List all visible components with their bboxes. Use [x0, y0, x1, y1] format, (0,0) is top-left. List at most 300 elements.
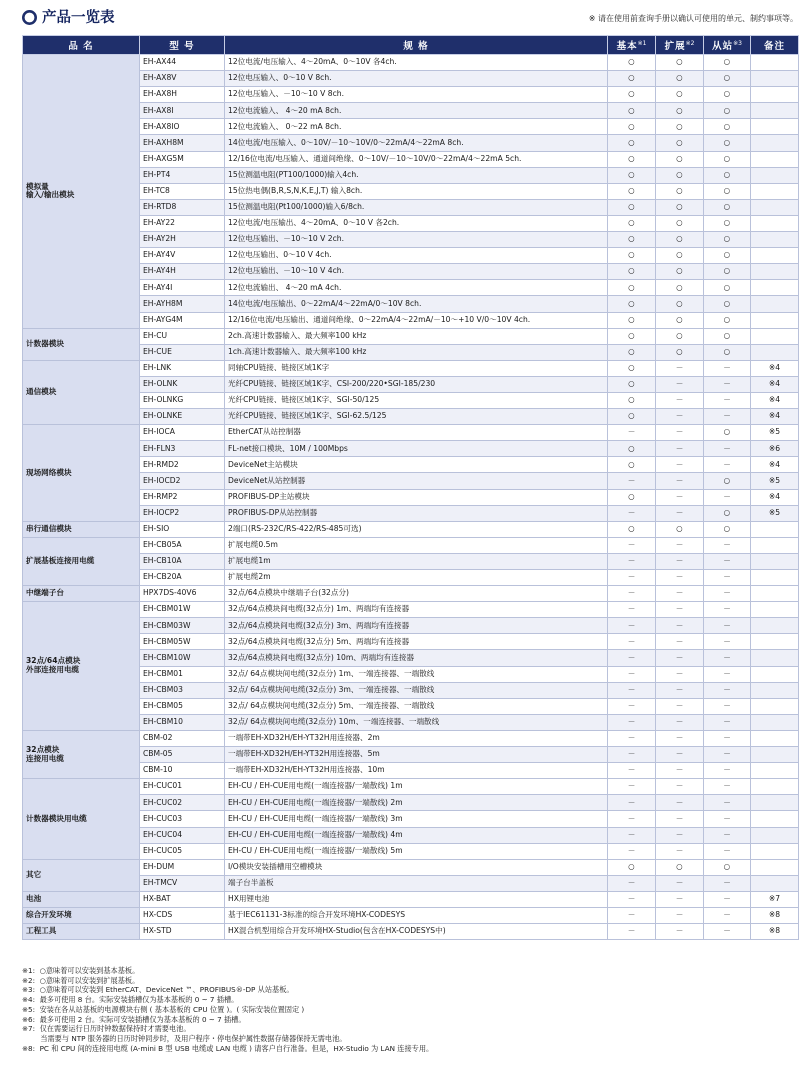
remark-cell — [751, 167, 799, 183]
product-table — [22, 35, 799, 940]
spec-cell: 12位电流/电压输出、4～20mA、0～10 V 各2ch. — [225, 215, 608, 231]
table-row — [23, 232, 799, 248]
extension-mark-cell: － — [656, 891, 704, 907]
model-cell: EH-AY4V — [140, 248, 225, 264]
footnote-line: 当需要与 NTP 服务器的日历时钟同步时，及用户程序・停电保护属性数据存储器保持无需电池。 — [22, 1033, 347, 1043]
spec-cell: 32点/64点模块间电缆(32点分) 3m、两端均有连接器 — [225, 618, 608, 634]
basic-mark-cell: － — [608, 891, 656, 907]
remark-cell — [751, 521, 799, 537]
model-cell: EH-CBM10W — [140, 650, 225, 666]
table-row — [23, 376, 799, 392]
model-cell: EH-PT4 — [140, 167, 225, 183]
remark-cell: ※4 — [751, 360, 799, 376]
remark-cell — [751, 763, 799, 779]
remark-cell: ※5 — [751, 473, 799, 489]
footnote-line: ※3: ○意味着可以安装到 EtherCAT、DeviceNet ™、PROFIBUS®-DP 从站基板。 — [22, 985, 294, 995]
remark-cell — [751, 183, 799, 199]
slave-mark-cell: － — [704, 666, 751, 682]
spec-cell: 32点/ 64点模块间电缆(32点分) 10m、一端连接器、一端散线 — [225, 714, 608, 730]
remark-cell — [751, 602, 799, 618]
extension-mark-cell: － — [656, 779, 704, 795]
slave-mark-cell: ○ — [704, 312, 751, 328]
slave-mark-cell: － — [704, 891, 751, 907]
spec-cell: EH-CU / EH-CUE用电缆(一端连接器/一端散线) 2m — [225, 795, 608, 811]
model-cell: EH-OLNKE — [140, 409, 225, 425]
model-cell: EH-AYG4M — [140, 312, 225, 328]
model-cell: EH-AY4H — [140, 264, 225, 280]
spec-cell: 2ch.高速计数器输入、最大频率100 kHz — [225, 328, 608, 344]
basic-mark-cell: ○ — [608, 248, 656, 264]
remark-cell — [751, 215, 799, 231]
extension-mark-cell: ○ — [656, 119, 704, 135]
remark-cell — [751, 199, 799, 215]
remark-cell — [751, 264, 799, 280]
extension-mark-cell: － — [656, 441, 704, 457]
page-title: 产品一览表 — [42, 10, 115, 26]
basic-mark-cell: － — [608, 924, 656, 940]
model-cell: EH-CUC03 — [140, 811, 225, 827]
category-cell: 扩展基板连接用电缆 — [23, 537, 140, 585]
slave-mark-cell: － — [704, 570, 751, 586]
model-cell: EH-CBM05W — [140, 634, 225, 650]
remark-cell: ※4 — [751, 376, 799, 392]
category-cell: 模拟量 输入/输出模块 — [23, 55, 140, 329]
model-cell: EH-AY2H — [140, 232, 225, 248]
table-row — [23, 296, 799, 312]
slave-mark-cell: － — [704, 730, 751, 746]
remark-cell — [751, 682, 799, 698]
table-row — [23, 811, 799, 827]
spec-cell: 32点/64点模块中继端子台(32点分) — [225, 586, 608, 602]
extension-mark-cell: ○ — [656, 264, 704, 280]
basic-mark-cell: － — [608, 602, 656, 618]
extension-mark-cell: ○ — [656, 232, 704, 248]
table-row — [23, 392, 799, 408]
extension-mark-cell: － — [656, 586, 704, 602]
table-row — [23, 618, 799, 634]
slave-mark-cell: － — [704, 392, 751, 408]
category-cell: 工程工具 — [23, 924, 140, 940]
table-row — [23, 891, 799, 907]
slave-mark-cell: － — [704, 682, 751, 698]
spec-cell: 32点/ 64点模块间电缆(32点分) 3m、一端连接器、一端散线 — [225, 682, 608, 698]
spec-cell: 12位电压输入、－10～10 V 8ch. — [225, 87, 608, 103]
remark-cell — [751, 843, 799, 859]
model-cell: EH-AY4I — [140, 280, 225, 296]
spec-cell: 12/16位电流/电压输出、通道间绝缘、0～22mA/4～22mA/－10～+10 V/0～10V 4ch. — [225, 312, 608, 328]
basic-mark-cell: ○ — [608, 119, 656, 135]
basic-mark-cell: － — [608, 875, 656, 891]
extension-mark-cell: － — [656, 811, 704, 827]
table-row — [23, 344, 799, 360]
extension-mark-cell: － — [656, 698, 704, 714]
basic-mark-cell: ○ — [608, 183, 656, 199]
slave-mark-cell: － — [704, 553, 751, 569]
header-model: 型 号 — [140, 36, 225, 55]
model-cell: EH-TMCV — [140, 875, 225, 891]
slave-mark-cell: － — [704, 537, 751, 553]
remark-cell: ※4 — [751, 489, 799, 505]
table-row — [23, 409, 799, 425]
table-row — [23, 795, 799, 811]
slave-mark-cell: － — [704, 586, 751, 602]
header-basic: 基本$^{※1}$ — [608, 36, 656, 55]
slave-mark-cell: － — [704, 360, 751, 376]
basic-mark-cell: － — [608, 907, 656, 923]
model-cell: HX-CDS — [140, 907, 225, 923]
spec-cell: 光纤CPU链接、链接区域1K字、SGI-62.5/125 — [225, 409, 608, 425]
basic-mark-cell: － — [608, 586, 656, 602]
table-row — [23, 537, 799, 553]
slave-mark-cell: ○ — [704, 344, 751, 360]
model-cell: EH-LNK — [140, 360, 225, 376]
spec-cell: 12位电压输出、－10～10 V 4ch. — [225, 264, 608, 280]
slave-mark-cell: － — [704, 875, 751, 891]
table-row — [23, 151, 799, 167]
remark-cell — [751, 135, 799, 151]
spec-cell: PROFIBUS-DP主站模块 — [225, 489, 608, 505]
basic-mark-cell: － — [608, 827, 656, 843]
basic-mark-cell: ○ — [608, 55, 656, 71]
category-cell: 现场网络模块 — [23, 425, 140, 522]
spec-cell: 一端带EH-XD32H/EH-YT32H用连接器、2m — [225, 730, 608, 746]
table-row — [23, 827, 799, 843]
slave-mark-cell: － — [704, 441, 751, 457]
basic-mark-cell: ○ — [608, 376, 656, 392]
slave-mark-cell: － — [704, 811, 751, 827]
basic-mark-cell: ○ — [608, 328, 656, 344]
extension-mark-cell: ○ — [656, 151, 704, 167]
table-row — [23, 457, 799, 473]
footnote-line: ※5: 安装在各从站基板的电源模块右侧 ( 基本基板的 CPU 位置 )。( 实际安装位置固定 ) — [22, 1004, 305, 1014]
extension-mark-cell: － — [656, 457, 704, 473]
extension-mark-cell: － — [656, 602, 704, 618]
extension-mark-cell: － — [656, 924, 704, 940]
model-cell: EH-CBM10 — [140, 714, 225, 730]
table-row — [23, 489, 799, 505]
model-cell: EH-RMD2 — [140, 457, 225, 473]
table-row — [23, 135, 799, 151]
spec-cell: HX混合机型用综合开发环境HX-Studio(包含在HX-CODESYS中) — [225, 924, 608, 940]
spec-cell: 12位电压输入、0～10 V 8ch. — [225, 71, 608, 87]
spec-cell: 扩展电缆1m — [225, 553, 608, 569]
extension-mark-cell: － — [656, 360, 704, 376]
usage-note: ※ 请在使用前查询手册以确认可使用的单元、制约事项等。 — [588, 14, 798, 23]
remark-cell: ※8 — [751, 907, 799, 923]
basic-mark-cell: ○ — [608, 151, 656, 167]
extension-mark-cell: ○ — [656, 296, 704, 312]
table-row — [23, 264, 799, 280]
slave-mark-cell: － — [704, 907, 751, 923]
extension-mark-cell: ○ — [656, 183, 704, 199]
spec-cell: EH-CU / EH-CUE用电缆(一端连接器/一端散线) 5m — [225, 843, 608, 859]
table-row — [23, 634, 799, 650]
slave-mark-cell: ○ — [704, 425, 751, 441]
model-cell: EH-CBM03 — [140, 682, 225, 698]
remark-cell — [751, 328, 799, 344]
model-cell: EH-CBM01 — [140, 666, 225, 682]
remark-cell — [751, 87, 799, 103]
slave-mark-cell: ○ — [704, 103, 751, 119]
remark-cell: ※5 — [751, 425, 799, 441]
table-row — [23, 924, 799, 940]
spec-cell: EH-CU / EH-CUE用电缆(一端连接器/一端散线) 1m — [225, 779, 608, 795]
table-row — [23, 650, 799, 666]
remark-cell — [751, 811, 799, 827]
basic-mark-cell: － — [608, 634, 656, 650]
title-row — [22, 8, 798, 28]
slave-mark-cell: － — [704, 602, 751, 618]
table-row — [23, 248, 799, 264]
model-cell: EH-CUC01 — [140, 779, 225, 795]
slave-mark-cell: － — [704, 924, 751, 940]
basic-mark-cell: － — [608, 505, 656, 521]
slave-mark-cell: － — [704, 650, 751, 666]
model-cell: EH-AYH8M — [140, 296, 225, 312]
remark-cell — [751, 570, 799, 586]
basic-mark-cell: ○ — [608, 296, 656, 312]
extension-mark-cell: － — [656, 682, 704, 698]
extension-mark-cell: － — [656, 666, 704, 682]
spec-cell: FL-net接口模块、10M / 100Mbps — [225, 441, 608, 457]
basic-mark-cell: ○ — [608, 489, 656, 505]
basic-mark-cell: － — [608, 537, 656, 553]
extension-mark-cell: ○ — [656, 135, 704, 151]
model-cell: HX-BAT — [140, 891, 225, 907]
slave-mark-cell: ○ — [704, 473, 751, 489]
spec-cell: 12位电流输出、 4～20 mA 4ch. — [225, 280, 608, 296]
basic-mark-cell: ○ — [608, 167, 656, 183]
basic-mark-cell: ○ — [608, 521, 656, 537]
remark-cell — [751, 296, 799, 312]
model-cell: EH-CB05A — [140, 537, 225, 553]
slave-mark-cell: － — [704, 827, 751, 843]
spec-cell: EtherCAT从站控制器 — [225, 425, 608, 441]
category-cell: 32点模块 连接用电缆 — [23, 730, 140, 778]
spec-cell: EH-CU / EH-CUE用电缆(一端连接器/一端散线) 4m — [225, 827, 608, 843]
table-row — [23, 666, 799, 682]
extension-mark-cell: ○ — [656, 167, 704, 183]
model-cell: EH-AXG5M — [140, 151, 225, 167]
category-cell: 电池 — [23, 891, 140, 907]
slave-mark-cell: ○ — [704, 71, 751, 87]
model-cell: EH-AX8H — [140, 87, 225, 103]
slave-mark-cell: ○ — [704, 87, 751, 103]
basic-mark-cell: ○ — [608, 87, 656, 103]
remark-cell: ※5 — [751, 505, 799, 521]
category-cell: 计数器模块用电缆 — [23, 779, 140, 859]
spec-cell: 15位热电偶(B,R,S,N,K,E,J,T) 输入8ch. — [225, 183, 608, 199]
slave-mark-cell: ○ — [704, 167, 751, 183]
header-slave: 从站$^{※3}$ — [704, 36, 751, 55]
table-row — [23, 779, 799, 795]
extension-mark-cell: ○ — [656, 199, 704, 215]
spec-cell: 32点/ 64点模块间电缆(32点分) 1m、一端连接器、一端散线 — [225, 666, 608, 682]
slave-mark-cell: ○ — [704, 215, 751, 231]
model-cell: EH-IOCA — [140, 425, 225, 441]
remark-cell — [751, 553, 799, 569]
table-row — [23, 119, 799, 135]
basic-mark-cell: － — [608, 698, 656, 714]
basic-mark-cell: － — [608, 730, 656, 746]
spec-cell: PROFIBUS-DP从站控制器 — [225, 505, 608, 521]
extension-mark-cell: － — [656, 907, 704, 923]
spec-cell: 32点/ 64点模块间电缆(32点分) 5m、一端连接器、一端散线 — [225, 698, 608, 714]
remark-cell — [751, 650, 799, 666]
model-cell: EH-AX8V — [140, 71, 225, 87]
spec-cell: 12位电流/电压输入、4～20mA、0～10V 各4ch. — [225, 55, 608, 71]
model-cell: EH-CUE — [140, 344, 225, 360]
extension-mark-cell: － — [656, 505, 704, 521]
basic-mark-cell: ○ — [608, 215, 656, 231]
basic-mark-cell: ○ — [608, 232, 656, 248]
table-row — [23, 859, 799, 875]
spec-cell: 2端口(RS-232C/RS-422/RS-485可选) — [225, 521, 608, 537]
remark-cell: ※4 — [751, 409, 799, 425]
spec-cell: 扩展电缆2m — [225, 570, 608, 586]
table-row — [23, 521, 799, 537]
model-cell: EH-SIO — [140, 521, 225, 537]
model-cell: CBM-02 — [140, 730, 225, 746]
remark-cell — [751, 859, 799, 875]
slave-mark-cell: － — [704, 747, 751, 763]
model-cell: EH-CB10A — [140, 553, 225, 569]
basic-mark-cell: ○ — [608, 103, 656, 119]
table-row — [23, 570, 799, 586]
table-row — [23, 602, 799, 618]
footnotes — [22, 966, 798, 1053]
remark-cell — [751, 344, 799, 360]
header-remark: 备注 — [751, 36, 799, 55]
remark-cell — [751, 795, 799, 811]
basic-mark-cell: － — [608, 650, 656, 666]
extension-mark-cell: ○ — [656, 859, 704, 875]
table-row — [23, 763, 799, 779]
extension-mark-cell: ○ — [656, 280, 704, 296]
basic-mark-cell: ○ — [608, 409, 656, 425]
extension-mark-cell: － — [656, 730, 704, 746]
model-cell: EH-AXH8M — [140, 135, 225, 151]
slave-mark-cell: － — [704, 409, 751, 425]
model-cell: HX-STD — [140, 924, 225, 940]
extension-mark-cell: － — [656, 875, 704, 891]
spec-cell: 32点/64点模块间电缆(32点分) 5m、两端均有连接器 — [225, 634, 608, 650]
table-row — [23, 441, 799, 457]
remark-cell — [751, 71, 799, 87]
model-cell: CBM-10 — [140, 763, 225, 779]
basic-mark-cell: ○ — [608, 71, 656, 87]
table-row — [23, 55, 799, 71]
spec-cell: 14位电流/电压输出、0～22mA/4～22mA/0～10V 8ch. — [225, 296, 608, 312]
remark-cell — [751, 55, 799, 71]
table-row — [23, 747, 799, 763]
spec-cell: 一端带EH-XD32H/EH-YT32H用连接器、5m — [225, 747, 608, 763]
slave-mark-cell: － — [704, 698, 751, 714]
slave-mark-cell: － — [704, 795, 751, 811]
table-row — [23, 183, 799, 199]
basic-mark-cell: － — [608, 779, 656, 795]
basic-mark-cell: ○ — [608, 264, 656, 280]
category-cell: 综合开发环境 — [23, 907, 140, 923]
spec-cell: HX用锂电池 — [225, 891, 608, 907]
slave-mark-cell: ○ — [704, 296, 751, 312]
table-row — [23, 215, 799, 231]
basic-mark-cell: ○ — [608, 199, 656, 215]
basic-mark-cell: － — [608, 795, 656, 811]
header-product-name: 品 名 — [23, 36, 140, 55]
remark-cell: ※7 — [751, 891, 799, 907]
spec-cell: 32点/64点模块间电缆(32点分) 10m、两端均有连接器 — [225, 650, 608, 666]
spec-cell: DeviceNet主站模块 — [225, 457, 608, 473]
slave-mark-cell: － — [704, 618, 751, 634]
spec-cell: 基于IEC61131-3标准的综合开发环境HX-CODESYS — [225, 907, 608, 923]
basic-mark-cell: ○ — [608, 312, 656, 328]
model-cell: EH-RTD8 — [140, 199, 225, 215]
model-cell: EH-CU — [140, 328, 225, 344]
model-cell: EH-CBM03W — [140, 618, 225, 634]
footnote-line: ※8: PC 和 CPU 间的连接用电缆 (A-mini B 型 USB 电缆或 LAN 电缆 ) 请客户自行准备。但是，HX-Studio 为 LAN 连接专用。 — [22, 1043, 434, 1053]
extension-mark-cell: － — [656, 376, 704, 392]
basic-mark-cell: － — [608, 473, 656, 489]
spec-cell: 15位测温电阻(Pt100/1000)输入6/8ch. — [225, 199, 608, 215]
basic-mark-cell: － — [608, 714, 656, 730]
category-cell: 通信模块 — [23, 360, 140, 424]
table-row — [23, 87, 799, 103]
table-row — [23, 714, 799, 730]
basic-mark-cell: ○ — [608, 280, 656, 296]
slave-mark-cell: － — [704, 779, 751, 795]
extension-mark-cell: － — [656, 425, 704, 441]
extension-mark-cell: ○ — [656, 521, 704, 537]
model-cell: EH-DUM — [140, 859, 225, 875]
basic-mark-cell: ○ — [608, 135, 656, 151]
remark-cell — [751, 747, 799, 763]
slave-mark-cell: ○ — [704, 248, 751, 264]
extension-mark-cell: ○ — [656, 71, 704, 87]
slave-mark-cell: － — [704, 376, 751, 392]
remark-cell — [751, 714, 799, 730]
model-cell: EH-CBM01W — [140, 602, 225, 618]
extension-mark-cell: － — [656, 843, 704, 859]
header-extension: 扩展$^{※2}$ — [656, 36, 704, 55]
extension-mark-cell: － — [656, 714, 704, 730]
slave-mark-cell: ○ — [704, 199, 751, 215]
extension-mark-cell: － — [656, 763, 704, 779]
spec-cell: 一端带EH-XD32H/EH-YT32H用连接器、10m — [225, 763, 608, 779]
remark-cell — [751, 103, 799, 119]
basic-mark-cell: ○ — [608, 392, 656, 408]
remark-cell — [751, 779, 799, 795]
table-row — [23, 328, 799, 344]
slave-mark-cell: － — [704, 843, 751, 859]
table-header-row — [23, 36, 799, 55]
remark-cell: ※4 — [751, 392, 799, 408]
footnote-line: ※7: 仅在需要运行日历时钟数据保持时才需要电池。 — [22, 1024, 191, 1034]
model-cell: EH-AX8I — [140, 103, 225, 119]
spec-cell: 光纤CPU链接、链接区域1K字、SGI-50/125 — [225, 392, 608, 408]
extension-mark-cell: ○ — [656, 103, 704, 119]
slave-mark-cell: ○ — [704, 859, 751, 875]
basic-mark-cell: － — [608, 666, 656, 682]
model-cell: HPX7DS-40V6 — [140, 586, 225, 602]
basic-mark-cell: － — [608, 843, 656, 859]
spec-cell: 14位电流/电压输入、0～10V/－10～10V/0～22mA/4～22mA 8ch. — [225, 135, 608, 151]
remark-cell — [751, 586, 799, 602]
spec-cell: 扩展电缆0.5m — [225, 537, 608, 553]
model-cell: EH-CUC05 — [140, 843, 225, 859]
basic-mark-cell: ○ — [608, 344, 656, 360]
basic-mark-cell: － — [608, 747, 656, 763]
